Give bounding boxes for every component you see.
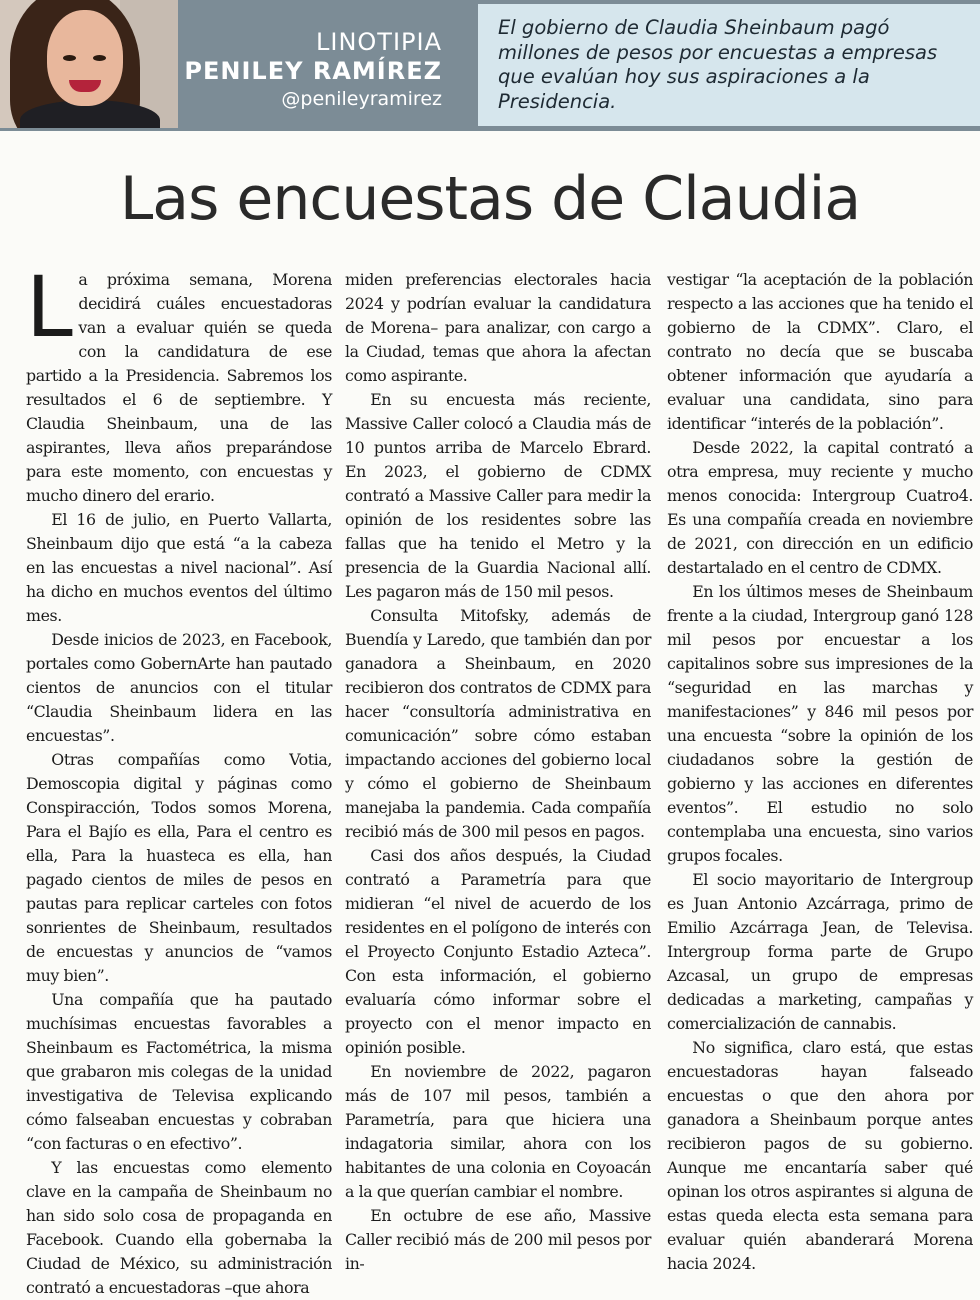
article-column-1 xyxy=(26,258,332,1300)
author-handle: @penileyramirez xyxy=(281,88,442,110)
author-photo xyxy=(0,0,178,128)
paragraph: Una compañía que ha pautado muchísimas encuestas favorables a Sheinbaum es Factométrica, la misma que grabaron mis colegas de la unidad investigativa de Televisa explicando cómo falseaban encuestas y cobraban “con facturas o en efectivo”. xyxy=(26,990,332,1153)
byline xyxy=(178,0,468,128)
article-column-3 xyxy=(667,268,973,1276)
paragraph: Casi dos años después, la Ciudad contrató a Parametría para que midieran “el nivel de acuerdo de los residentes en el polígono de interés con el Proyecto Conjunto Estadio Azteca”. Con esta información, el gobierno evaluaría cómo informar sobre el proyecto con el menor impacto en opinión posible. xyxy=(345,846,651,1057)
paragraph: La próxima semana, Morena decidirá cuáles encuestadoras van a evaluar quién se queda con la candidatura de ese partido a la Presidencia. Sabremos los resultados el 6 de septiembre. Y Claudia Sheinbaum, una de las aspirantes, lleva años preparándose para este momento, con encuestas y mucho dinero del erario. xyxy=(26,258,332,505)
headline: Las encuestas de Claudia xyxy=(119,164,861,234)
paragraph: En noviembre de 2022, pagaron más de 107 mil pesos, también a Parametría, para que hiciera una indagatoria similar, ahora con los habitantes de una colonia en Coyoacán a la que querían cambiar el nombre. xyxy=(345,1062,651,1201)
paragraph: Desde inicios de 2023, en Facebook, portales como GobernArte han pautado cientos de anuncios con el titular “Claudia Sheinbaum lidera en las encuestas”. xyxy=(26,630,332,745)
paragraph: vestigar “la aceptación de la población respecto a las acciones que ha tenido el gobierno de la CDMX”. Claro, el contrato no decía que se buscaba obtener información que ayudaría a evaluar una candidata, sino para identificar “interés de la población”. xyxy=(667,270,973,433)
paragraph: miden preferencias electorales hacia 2024 y podrían evaluar la candidatura de Morena– para analizar, con cargo a la Ciudad, temas que ahora la afectan como aspirante. xyxy=(345,270,651,385)
paragraph: Otras compañías como Votia, Demoscopia digital y páginas como Conspiracción, Todos somos Morena, Para el Bajío es ella, Para el centro es ella, Para la huasteca es ella, han pagado cientos de miles de pesos en pautas para replicar carteles con fotos sonrientes de Sheinbaum, resultados de encuestas y anuncios de “vamos muy bien”. xyxy=(26,750,332,985)
drop-cap: L xyxy=(26,258,73,356)
paragraph: Y las encuestas como elemento clave en la campaña de Sheinbaum no han sido solo cosa de propaganda en Facebook. Cuando ella gobernaba la Ciudad de México, su administración contrató a encuestadoras –que ahora xyxy=(26,1158,332,1297)
article-column-2 xyxy=(345,268,651,1276)
column-header xyxy=(0,0,980,131)
paragraph: No significa, claro está, que estas encuestadoras hayan falseado encuestas o que den ahora por ganadora a Sheinbaum porque antes recibieron pagos de su gobierno. Aunque me encantaría saber qué opinan los otros aspirantes si alguna de estas queda electa esta semana para evaluar quién abanderará Morena hacia 2024. xyxy=(667,1038,973,1273)
paragraph: Consulta Mitofsky, además de Buendía y Laredo, que también dan por ganadora a Sheinbaum, en 2020 recibieron dos contratos de CDMX para hacer “consultoría administrativa en comunicación” sobre cómo estaban impactando acciones del gobierno local y cómo el gobierno de Sheinbaum manejaba la pandemia. Cada compañía recibió más de 300 mil pesos en pagos. xyxy=(345,606,651,841)
paragraph: En su encuesta más reciente, Massive Caller colocó a Claudia más de 10 puntos arriba de Marcelo Ebrard. En 2023, el gobierno de CDMX contrató a Massive Caller para medir la opinión de los residentes sobre las fallas que ha tenido el Metro y la presencia de la Guardia Nacional allí. Les pagaron más de 150 mil pesos. xyxy=(345,390,651,601)
author-name: PENILEY RAMÍREZ xyxy=(184,57,442,85)
paragraph: En los últimos meses de Sheinbaum frente a la ciudad, Intergroup ganó 128 mil pesos por encuestar a los capitalinos sobre sus impresiones de la “seguridad en las marchas y manifestaciones” y 846 mil pesos por una encuesta “sobre la opinión de los ciudadanos sobre la gestión de gobierno y las acciones en diferentes eventos”. El estudio no solo contemplaba una encuesta, sino varios grupos focales. xyxy=(667,582,973,865)
summary-blurb: El gobierno de Claudia Sheinbaum pagó millones de pesos por encuestas a empresas que evalúan hoy sus aspiraciones a la Presidencia. xyxy=(478,4,980,126)
paragraph: En octubre de ese año, Massive Caller recibió más de 200 mil pesos por in- xyxy=(345,1206,651,1273)
paragraph: Desde 2022, la capital contrató a otra empresa, muy reciente y mucho menos conocida: Intergroup Cuatro4. Es una compañía creada en noviembre de 2021, con dirección en un edificio destartalado en el centro de CDMX. xyxy=(667,438,973,577)
paragraph: El 16 de julio, en Puerto Vallarta, Sheinbaum dijo que está “a la cabeza en las encuestas a nivel nacional”. Así ha dicho en muchos eventos del último mes. xyxy=(26,510,332,625)
column-name: LINOTIPIA xyxy=(316,28,442,56)
paragraph: El socio mayoritario de Intergroup es Juan Antonio Azcárraga, primo de Emilio Azcárraga Jean, de Televisa. Intergroup forma parte de Grupo Azcasal, un grupo de empresas dedicadas a marketing, campañas y comercialización de cannabis. xyxy=(667,870,973,1033)
